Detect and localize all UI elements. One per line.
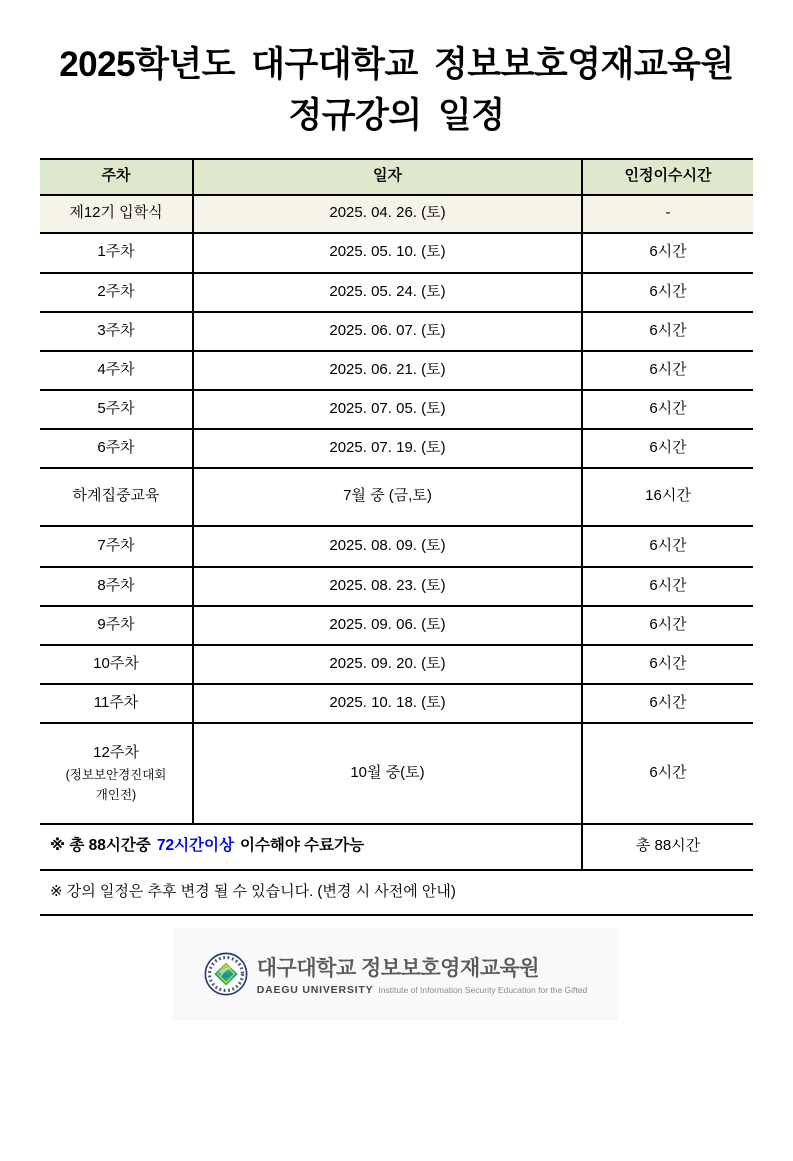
table-row [40, 196, 753, 234]
date-cell: 2025. 05. 24. (토) [192, 274, 581, 311]
logo-english-name: DAEGU UNIVERSITY [256, 983, 374, 996]
summary-highlight: 72시간이상 [156, 837, 234, 855]
table-header-row [40, 160, 753, 196]
table-row-summer-intensive [40, 469, 753, 527]
table-row [40, 274, 753, 313]
table-row [40, 607, 753, 646]
date-cell: 2025. 05. 10. (토) [192, 234, 581, 272]
hours-cell: 6시간 [581, 274, 753, 311]
week-cell: 6주차 [97, 438, 135, 456]
date-cell: 2025. 07. 05. (토) [192, 391, 581, 428]
hours-cell: 6시간 [581, 391, 753, 428]
logo-english-subtitle: Institute of Information Security Education for the Gifted [378, 984, 588, 995]
hours-cell: 6시간 [581, 646, 753, 683]
date-cell: 2025. 08. 23. (토) [192, 568, 581, 605]
page-title-line2: 정규강의 일정 [288, 95, 505, 135]
week-cell: 10주차 [93, 654, 139, 672]
date-cell: 2025. 07. 19. (토) [192, 430, 581, 467]
hours-cell: 6시간 [581, 724, 753, 823]
table-summary-row [40, 825, 753, 871]
date-cell: 10월 중(토) [192, 724, 581, 823]
week-sublabel: (정보보안경진대회 [65, 768, 167, 782]
table-footnote-row [40, 871, 753, 916]
table-row [40, 352, 753, 391]
column-header-hours: 인정이수시간 [581, 160, 753, 194]
week-cell: 11주차 [93, 693, 139, 711]
hours-cell: 6시간 [581, 352, 753, 389]
week-cell: 2주차 [97, 282, 135, 300]
logo-text [257, 952, 588, 996]
table-row [40, 527, 753, 568]
table-row [40, 646, 753, 685]
week-cell: 하계집중교육 [72, 487, 160, 505]
university-logo [173, 928, 618, 1020]
column-header-date: 일자 [192, 160, 581, 194]
hours-cell: 6시간 [581, 527, 753, 566]
week-cell: 3주차 [97, 321, 135, 339]
date-cell: 2025. 09. 06. (토) [192, 607, 581, 644]
schedule-table [40, 158, 753, 916]
week-cell: 제12기 입학식 [69, 204, 163, 222]
total-hours-cell: 총 88시간 [581, 825, 753, 869]
page-title-line1: 2025학년도 대구대학교 정보보호영재교육원 [59, 45, 734, 84]
table-row [40, 391, 753, 430]
week-sublabel: 개인전) [95, 788, 137, 802]
hours-cell: 6시간 [581, 607, 753, 644]
completion-requirement-note [40, 825, 581, 869]
week-cell [40, 724, 192, 823]
week-cell: 8주차 [97, 576, 135, 594]
hours-cell: 6시간 [581, 685, 753, 722]
hours-cell: 6시간 [581, 234, 753, 272]
page-title [0, 40, 793, 142]
table-row-week12-competition [40, 724, 753, 825]
table-row [40, 685, 753, 724]
summary-suffix: 이수해야 수료가능 [239, 837, 365, 855]
column-header-week: 주차 [101, 167, 131, 185]
table-row [40, 313, 753, 352]
schedule-change-note: ※ 강의 일정은 추후 변경 될 수 있습니다. (변경 시 사전에 안내) [50, 882, 456, 900]
table-row [40, 568, 753, 607]
week-cell: 7주차 [97, 536, 135, 554]
week-cell: 1주차 [97, 243, 135, 261]
table-row [40, 430, 753, 469]
date-cell: 2025. 06. 07. (토) [192, 313, 581, 350]
table-row [40, 234, 753, 274]
hours-cell: 6시간 [581, 430, 753, 467]
date-cell: 7월 중 (금,토) [192, 469, 581, 525]
date-cell: 2025. 09. 20. (토) [192, 646, 581, 683]
summary-prefix: ※ 총 88시간중 [50, 837, 151, 855]
logo-korean-name: 대구대학교 정보보호영재교육원 [256, 956, 540, 980]
hours-cell: 6시간 [581, 568, 753, 605]
week-cell: 5주차 [97, 399, 135, 417]
date-cell: 2025. 06. 21. (토) [192, 352, 581, 389]
hours-cell: 16시간 [581, 469, 753, 525]
date-cell: 2025. 10. 18. (토) [192, 685, 581, 722]
date-cell: 2025. 04. 26. (토) [192, 196, 581, 232]
date-cell: 2025. 08. 09. (토) [192, 527, 581, 566]
hours-cell: 6시간 [581, 313, 753, 350]
week-cell: 9주차 [97, 615, 135, 633]
week-label: 12주차 [93, 744, 139, 761]
university-seal-icon [204, 952, 248, 996]
week-cell: 4주차 [97, 360, 135, 378]
hours-cell: - [581, 196, 753, 232]
